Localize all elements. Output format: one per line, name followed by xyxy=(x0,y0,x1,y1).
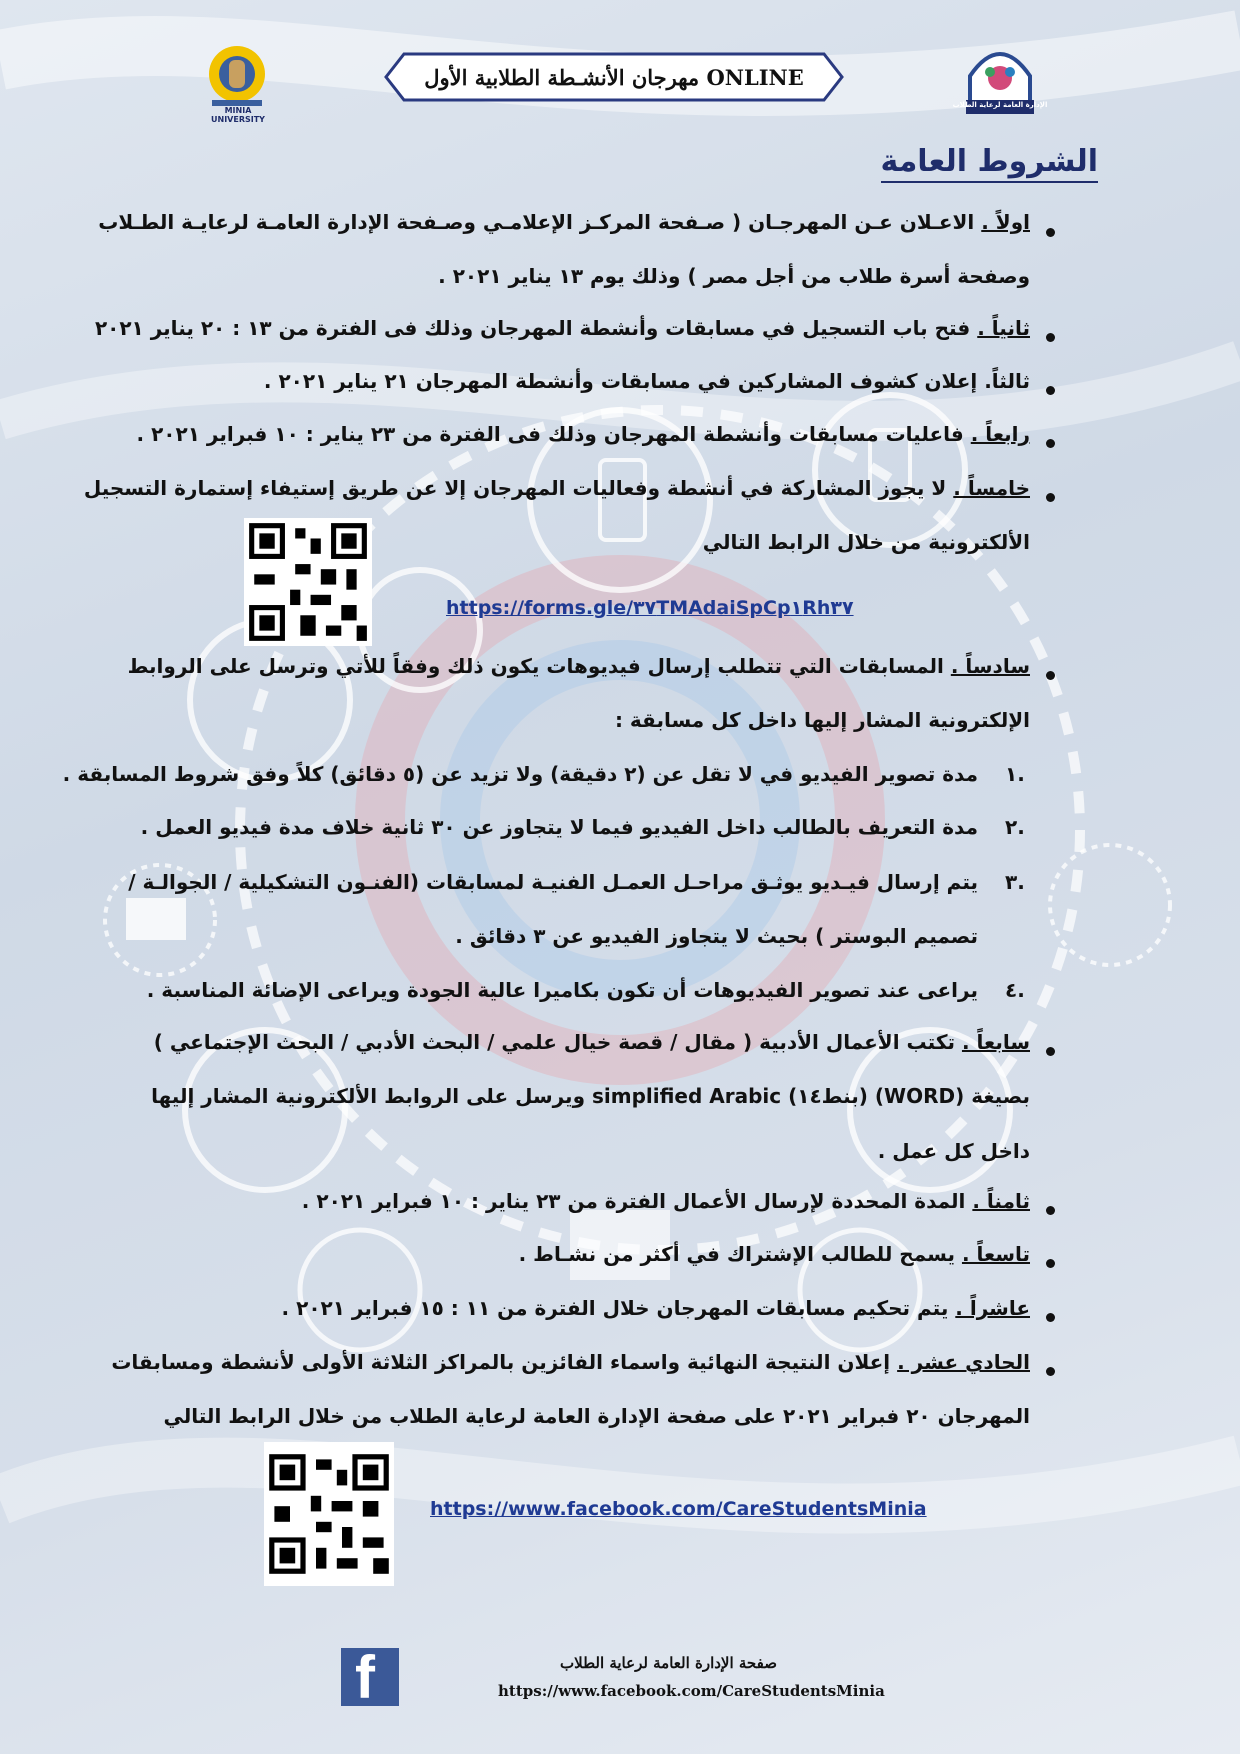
item-sixth-line2: الإلكترونية المشار إليها داخل كل مسابقة : xyxy=(614,708,1030,732)
sub-item-text-1: مدة تصوير الفيديو في لا تقل عن (٢ دقيقة) ولا تزيد عن (٥ دقائق) كلاً وفق شروط المسابقة . xyxy=(62,762,978,786)
registration-qr-code xyxy=(244,518,372,646)
item-eleventh-line2: المهرجان ٢٠ فبراير ٢٠٢١ على صفحة الإدارة العامة لرعاية الطلاب من خلال الرابط التالي xyxy=(163,1404,1030,1428)
item-seventh-line1 xyxy=(155,1030,1030,1054)
item-first-line1 xyxy=(98,210,1030,234)
item-eleventh-lead: الحادي عشر . xyxy=(897,1350,1030,1374)
bullet-first xyxy=(1046,228,1055,237)
item-tenth-text: يتم تحكيم مسابقات المهرجان خلال الفترة من ١١ : ١٥ فبراير ٢٠٢١ . xyxy=(281,1296,956,1320)
item-second-line1 xyxy=(95,316,1030,340)
item-fifth-text: لا يجوز المشاركة في أنشطة وفعاليات المهرجان إلا عن طريق إستيفاء إستمارة التسجيل xyxy=(83,476,954,500)
item-fifth-line1 xyxy=(83,476,1030,500)
item-seventh-lead: سابعاً . xyxy=(961,1030,1030,1054)
item-second-text: فتح باب التسجيل في مسابقات وأنشطة المهرجان وذلك فى الفترة من ١٣ : ٢٠ يناير ٢٠٢١ xyxy=(94,316,978,340)
item-seventh-line3: داخل كل عمل . xyxy=(877,1139,1030,1163)
sub-item-text-2: مدة التعريف بالطالب داخل الفيديو فيما لا يتجاوز عن ٣٠ ثانية خلاف مدة فيديو العمل . xyxy=(140,815,978,839)
sub-item-text-3: يتم إرسال فيـديو يوثـق مراحـل العمـل الفنيـة لمسابقات (الفنـون التشكيلية / الجوالـة / xyxy=(128,870,978,894)
bullet-fifth xyxy=(1046,493,1055,502)
registration-link[interactable]: https://forms.gle/٣٧TMAdaiSpCp١Rh٣٧ xyxy=(446,597,854,619)
item-tenth-lead: عاشراً . xyxy=(955,1296,1030,1320)
item-eighth-line1 xyxy=(302,1189,1030,1213)
item-seventh-text: تكتب الأعمال الأدبية ( مقال / قصة خيال علمي / البحث الأدبي / البحث الإجتماعي ) xyxy=(153,1030,962,1054)
item-ninth-text: يسمح للطالب الإشتراك في أكثر من نشـاط . xyxy=(518,1242,962,1266)
item-first-lead: اولاً . xyxy=(981,210,1030,234)
banner-title: مهرجان الأنشـطة الطلابية الأول ONLINE xyxy=(424,64,804,90)
sub-item-text-3-cont: تصميم البوستر ) بحيث لا يتجاوز الفيديو عن ٣ دقائق . xyxy=(455,924,978,948)
bullet-second xyxy=(1046,333,1055,342)
item-fifth-line2: الألكترونية من خلال الرابط التالي xyxy=(702,530,1030,554)
bullet-third xyxy=(1046,386,1055,395)
item-fourth-line1 xyxy=(137,422,1030,446)
item-sixth-lead: سادساً . xyxy=(950,654,1030,678)
item-fourth-text: فاعليات مسابقات وأنشطة المهرجان وذلك فى الفترة من ٢٣ يناير : ١٠ فبراير ٢٠٢١ . xyxy=(136,422,971,446)
item-ninth-lead: تاسعاً . xyxy=(961,1242,1030,1266)
item-ninth-line1 xyxy=(519,1242,1030,1266)
item-eleventh-text: إعلان النتيجة النهائية واسماء الفائزين بالمراكز الثلاثة الأولى لأنشطة ومسابقات xyxy=(111,1350,898,1374)
sub-item-number-1: ١. xyxy=(1005,762,1025,786)
item-eighth-text: المدة المحددة لإرسال الأعمال الفترة من ٢٣ يناير : ١٠ فبراير ٢٠٢١ . xyxy=(301,1189,973,1213)
item-first-line2: وصفحة أسرة طلاب من أجل مصر ) وذلك يوم ١٣ يناير ٢٠٢١ . xyxy=(438,264,1030,288)
item-seventh-line2: بصيغة (WORD) (بنط١٤) simplified Arabic ويرسل على الروابط الألكترونية المشار إليها xyxy=(151,1084,1030,1108)
bullet-seventh xyxy=(1046,1047,1055,1056)
item-sixth-text: المسابقات التي تتطلب إرسال فيديوهات يكون ذلك وفقاً للأتي وترسل على الروابط xyxy=(127,654,951,678)
sub-item-number-4: ٤. xyxy=(1005,978,1025,1002)
bullet-sixth xyxy=(1046,671,1055,680)
section-title: الشروط العامة xyxy=(881,144,1099,183)
sub-item-text-4: يراعى عند تصوير الفيديوهات أن تكون بكاميرا عالية الجودة ويراعى الإضائة المناسبة . xyxy=(146,978,978,1002)
facebook-icon[interactable] xyxy=(341,1644,399,1711)
sub-item-number-2: ٢. xyxy=(1005,815,1025,839)
bullet-ninth xyxy=(1046,1259,1055,1268)
item-fifth-lead: خامساً . xyxy=(953,476,1030,500)
item-tenth-line1 xyxy=(282,1296,1030,1320)
sub-item-number-3: ٣. xyxy=(1005,870,1025,894)
item-sixth-line1 xyxy=(127,654,1030,678)
footer-url[interactable]: https://www.facebook.com/CareStudentsMinia xyxy=(498,1682,885,1700)
footer-page-name: صفحة الإدارة العامة لرعاية الطلاب xyxy=(560,1654,777,1672)
facebook-glyph: f xyxy=(355,1644,375,1711)
item-third-line1: ثالثاً. إعلان كشوف المشاركين في مسابقات وأنشطة المهرجان ٢١ يناير ٢٠٢١ . xyxy=(263,369,1030,393)
item-eighth-lead: ثامناً . xyxy=(972,1189,1030,1213)
item-fourth-lead: رابعاً . xyxy=(970,422,1030,446)
bullet-eleventh xyxy=(1046,1367,1055,1376)
item-second-lead: ثانياً . xyxy=(977,316,1030,340)
facebook-qr-code xyxy=(264,1442,394,1586)
item-first-text: الاعـلان عـن المهرجـان ( صـفحة المركـز الإعلامـي وصـفحة الإدارة العامـة لرعايـة الطـلاب xyxy=(98,210,982,234)
bullet-fourth xyxy=(1046,439,1055,448)
bullet-eighth xyxy=(1046,1206,1055,1215)
item-eleventh-line1 xyxy=(111,1350,1030,1374)
student-care-logo-text: الإدارة العامة لرعاية الطلاب xyxy=(952,101,1048,109)
minia-university-logo-text: MINIA UNIVERSITY xyxy=(211,106,265,124)
facebook-link[interactable]: https://www.facebook.com/CareStudentsMinia xyxy=(430,1498,927,1520)
bullet-tenth xyxy=(1046,1313,1055,1322)
